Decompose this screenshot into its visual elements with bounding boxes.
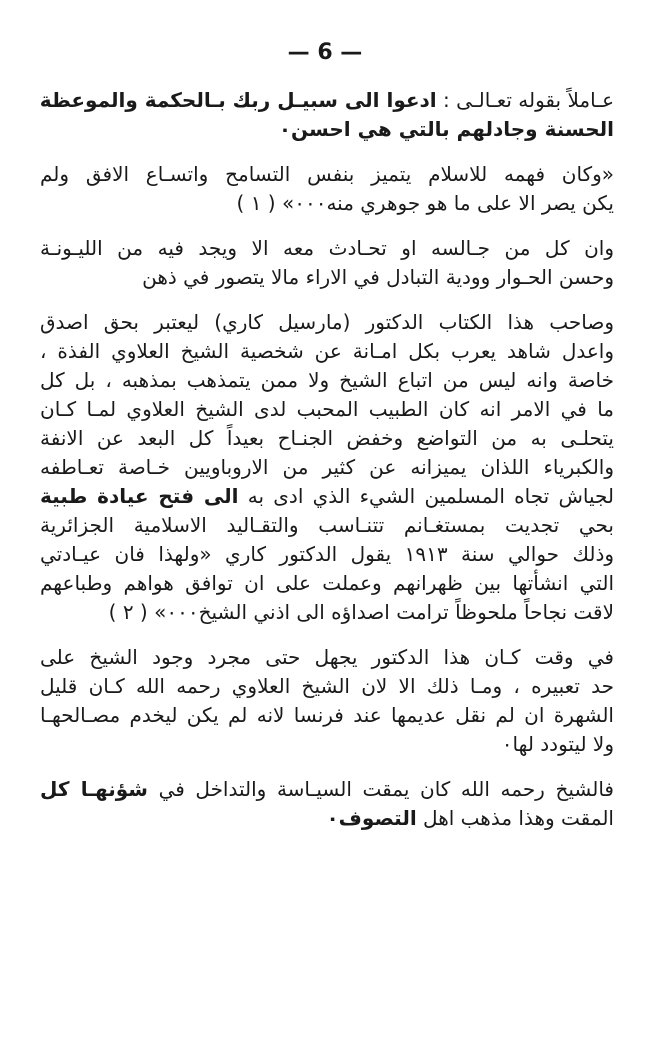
text-line — [40, 598, 614, 627]
text-segment: ولا ليتودد لها٠ — [501, 732, 614, 756]
text-line — [40, 453, 614, 482]
text-segment: وذلك حوالي سنة ١٩١٣ يقول الدكتور كاري «ولهذا فان عيـادتي — [40, 542, 614, 566]
text-line — [40, 482, 614, 511]
text-line — [40, 308, 614, 337]
text-line — [40, 366, 614, 395]
bold-text: التصوف٠ — [326, 806, 417, 830]
text-segment: خاصة وانه ليس من اتباع الشيخ ولا ممن يتمذهب بمذهبه ، بل كل — [40, 368, 614, 392]
paragraph — [40, 86, 614, 144]
text-body — [40, 86, 614, 833]
text-line — [40, 160, 614, 189]
text-segment: حد تعبيره ، ومـا ذلك الا لان الشيخ العلاوي رحمه الله كـان قليل — [40, 674, 614, 698]
text-segment: واعدل شاهد يعرب بكل امـانة عن شخصية الشيخ العلاوي الفذة ، — [40, 339, 614, 363]
paragraph — [40, 308, 614, 627]
text-line — [40, 511, 614, 540]
paragraph — [40, 775, 614, 833]
text-line — [40, 643, 614, 672]
text-segment: بحي تجديت بمستغـانم تتنـاسب والتقـاليد الاسلامية الجزائرية — [40, 513, 614, 537]
text-line — [40, 730, 614, 759]
text-segment: الشهرة ان لم نقل عديمها عند فرنسا لانه لم يكن ليخدم مصـالحهـا — [40, 703, 614, 727]
text-segment: «وكان فهمه للاسلام يتميز بنفس التسامح واتسـاع الافق ولم — [40, 162, 614, 186]
page-number: — 6 — — [287, 40, 363, 65]
text-line — [40, 424, 614, 453]
paragraph — [40, 643, 614, 759]
text-line — [40, 234, 614, 263]
bold-text: شؤنهـا كل — [40, 777, 148, 801]
bold-text: الى فتح عيادة طبية — [40, 484, 239, 508]
text-line — [40, 804, 614, 833]
bold-text: ادعوا الى سبيـل ربك بـالحكمة والموعظة — [40, 88, 437, 112]
text-segment: وحسن الحـوار وودية التبادل في الاراء مالا يتصور في ذهن — [142, 265, 614, 289]
text-segment: في وقت كـان هذا الدكتور يجهل حتى مجرد وجود الشيخ على — [40, 645, 614, 669]
text-line — [40, 115, 614, 144]
text-line — [40, 775, 614, 804]
text-segment: المقت وهذا مذهب اهل — [416, 806, 614, 830]
text-line — [40, 395, 614, 424]
text-line — [40, 86, 614, 115]
text-line — [40, 189, 614, 218]
text-line — [40, 337, 614, 366]
text-segment: ما في الامر انه كان الطبيب المحبب لدى الشيخ العلاوي لمـا كـان — [40, 397, 614, 421]
text-segment: والكبرياء اللذان يميزانه عن كثير من الاروباويين خـاصة تعـاطفه — [40, 455, 614, 479]
paragraph — [40, 160, 614, 218]
text-segment: وان كل من جـالسه او تحـادث معه الا ويجد فيه من الليـونـة — [40, 236, 614, 260]
text-line — [40, 540, 614, 569]
text-line — [40, 701, 614, 730]
text-segment: عـاملاً بقوله تعـالـى : — [436, 88, 614, 112]
text-segment: فالشيخ رحمه الله كان يمقت السيـاسة والتداخل في — [147, 777, 614, 801]
text-segment: التي انشأتها بين ظهرانهم وعملت على ان توافق هواهم وطباعهم — [40, 571, 614, 595]
text-line — [40, 672, 614, 701]
text-segment: لاقت نجاحاً ملحوظاً ترامت اصداؤه الى اذني الشيخ٠٠٠» ( ٢ ) — [108, 600, 614, 624]
text-segment: وصاحب هذا الكتاب الدكتور (مارسيل كاري) ليعتبر بحق اصدق — [40, 310, 614, 334]
text-line — [40, 569, 614, 598]
paragraph — [40, 234, 614, 292]
text-line — [40, 263, 614, 292]
text-segment: يكن يصر الا على ما هو جوهري منه٠٠٠» ( ١ ) — [236, 191, 614, 215]
text-segment: لجياش تجاه المسلمين الشيء الذي ادى به — [238, 484, 614, 508]
bold-text: الحسنة وجادلهم بالتي هي احسن٠ — [278, 117, 614, 141]
text-segment: يتحلـى به من التواضع وخفض الجنـاح بعيداً كل البعد عن الانفة — [40, 426, 614, 450]
